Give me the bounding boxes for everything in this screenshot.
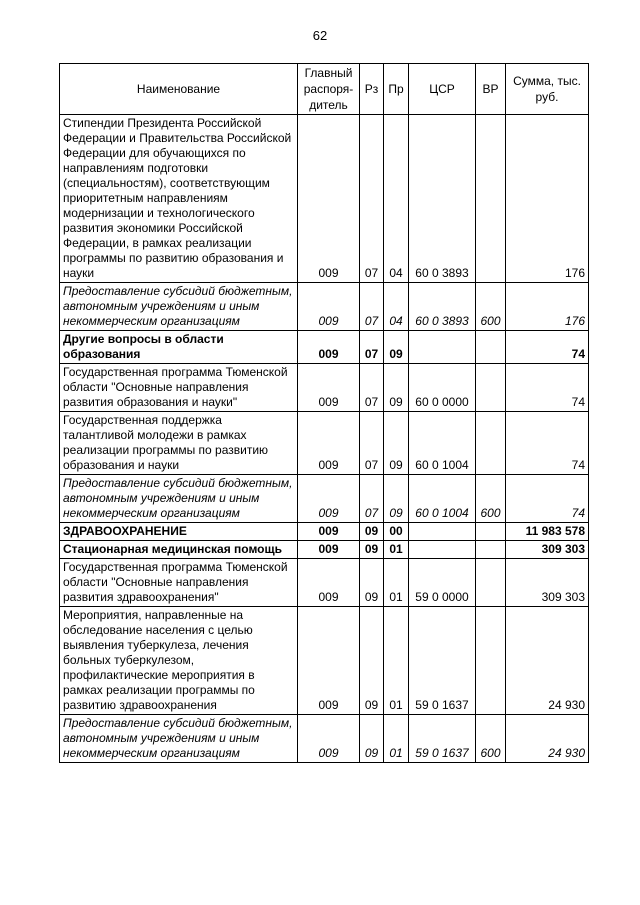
row-admin: 009 xyxy=(298,607,360,715)
row-pr: 09 xyxy=(384,331,409,364)
row-rz: 07 xyxy=(360,412,384,475)
row-pr: 01 xyxy=(384,715,409,763)
row-pr: 01 xyxy=(384,607,409,715)
row-pr: 01 xyxy=(384,559,409,607)
table-row xyxy=(60,715,589,763)
header-vr: ВР xyxy=(476,64,506,115)
header-row xyxy=(60,64,589,115)
row-name: ЗДРАВООХРАНЕНИЕ xyxy=(60,523,298,541)
row-csr: 59 0 1637 xyxy=(409,715,476,763)
row-rz: 09 xyxy=(360,559,384,607)
row-sum: 74 xyxy=(506,331,589,364)
table-row xyxy=(60,475,589,523)
row-admin: 009 xyxy=(298,559,360,607)
row-rz: 07 xyxy=(360,331,384,364)
row-csr: 59 0 1637 xyxy=(409,607,476,715)
table-row xyxy=(60,364,589,412)
row-admin: 009 xyxy=(298,715,360,763)
row-rz: 09 xyxy=(360,541,384,559)
header-sum: Сумма, тыс. руб. xyxy=(506,64,589,115)
row-pr: 04 xyxy=(384,115,409,283)
row-name: Государственная программа Тюменской области "Основные направления развития образования и науки" xyxy=(60,364,298,412)
page-number: 62 xyxy=(312,28,328,43)
header-pr: Пр xyxy=(384,64,409,115)
row-pr: 00 xyxy=(384,523,409,541)
row-name: Стационарная медицинская помощь xyxy=(60,541,298,559)
row-rz: 07 xyxy=(360,283,384,331)
row-sum: 74 xyxy=(506,364,589,412)
table-row xyxy=(60,331,589,364)
table-row xyxy=(60,115,589,283)
row-csr: 60 0 1004 xyxy=(409,475,476,523)
row-rz: 09 xyxy=(360,523,384,541)
row-name: Предоставление субсидий бюджетным, автономным учреждениям и иным некоммерческим организациям xyxy=(60,715,298,763)
row-rz: 07 xyxy=(360,115,384,283)
row-csr: 60 0 3893 xyxy=(409,115,476,283)
row-vr: 600 xyxy=(476,475,506,523)
table-row xyxy=(60,541,589,559)
row-pr: 01 xyxy=(384,541,409,559)
row-vr xyxy=(476,541,506,559)
row-sum: 176 xyxy=(506,283,589,331)
row-pr: 09 xyxy=(384,412,409,475)
row-vr xyxy=(476,607,506,715)
row-name: Стипендии Президента Российской Федерации и Правительства Российской Федерации для обучающихся по направлениям подготовки (специальностям), соответствующим приоритетным направлениям модернизации и технологического развития экономики Российской Федерации, в рамках реализации программы по развитию образования и науки xyxy=(60,115,298,283)
header-csr: ЦСР xyxy=(409,64,476,115)
table-row xyxy=(60,283,589,331)
row-csr xyxy=(409,331,476,364)
row-vr xyxy=(476,115,506,283)
row-csr: 59 0 0000 xyxy=(409,559,476,607)
row-sum: 24 930 xyxy=(506,607,589,715)
row-admin: 009 xyxy=(298,364,360,412)
table-row xyxy=(60,523,589,541)
row-name: Государственная программа Тюменской области "Основные направления развития здравоохранения" xyxy=(60,559,298,607)
row-csr: 60 0 0000 xyxy=(409,364,476,412)
row-vr xyxy=(476,364,506,412)
row-vr: 600 xyxy=(476,283,506,331)
row-csr xyxy=(409,523,476,541)
row-sum: 11 983 578 xyxy=(506,523,589,541)
row-csr xyxy=(409,541,476,559)
row-sum: 74 xyxy=(506,412,589,475)
row-admin: 009 xyxy=(298,331,360,364)
row-vr xyxy=(476,331,506,364)
header-rz: Рз xyxy=(360,64,384,115)
table-row xyxy=(60,412,589,475)
row-pr: 04 xyxy=(384,283,409,331)
row-admin: 009 xyxy=(298,283,360,331)
table-row xyxy=(60,559,589,607)
row-sum: 24 930 xyxy=(506,715,589,763)
row-pr: 09 xyxy=(384,475,409,523)
row-name: Предоставление субсидий бюджетным, автономным учреждениям и иным некоммерческим организациям xyxy=(60,283,298,331)
budget-table xyxy=(59,63,589,763)
row-vr xyxy=(476,412,506,475)
row-rz: 07 xyxy=(360,475,384,523)
row-name: Другие вопросы в области образования xyxy=(60,331,298,364)
row-rz: 07 xyxy=(360,364,384,412)
row-rz: 09 xyxy=(360,715,384,763)
row-sum: 74 xyxy=(506,475,589,523)
header-name: Наименование xyxy=(60,64,298,115)
row-csr: 60 0 3893 xyxy=(409,283,476,331)
row-sum: 176 xyxy=(506,115,589,283)
header-admin: Главный распоря-дитель xyxy=(298,64,360,115)
row-name: Мероприятия, направленные на обследование населения с целью выявления туберкулеза, лечения больных туберкулезом, профилактические мероприятия в рамках реализации программы по развитию здравоохранения xyxy=(60,607,298,715)
row-name: Предоставление субсидий бюджетным, автономным учреждениям и иным некоммерческим организациям xyxy=(60,475,298,523)
row-pr: 09 xyxy=(384,364,409,412)
row-admin: 009 xyxy=(298,541,360,559)
row-sum: 309 303 xyxy=(506,559,589,607)
row-sum: 309 303 xyxy=(506,541,589,559)
row-vr: 600 xyxy=(476,715,506,763)
row-admin: 009 xyxy=(298,475,360,523)
row-vr xyxy=(476,523,506,541)
table-row xyxy=(60,607,589,715)
row-admin: 009 xyxy=(298,115,360,283)
row-name: Государственная поддержка талантливой молодежи в рамках реализации программы по развитию образования и науки xyxy=(60,412,298,475)
row-admin: 009 xyxy=(298,412,360,475)
row-csr: 60 0 1004 xyxy=(409,412,476,475)
row-vr xyxy=(476,559,506,607)
row-rz: 09 xyxy=(360,607,384,715)
row-admin: 009 xyxy=(298,523,360,541)
